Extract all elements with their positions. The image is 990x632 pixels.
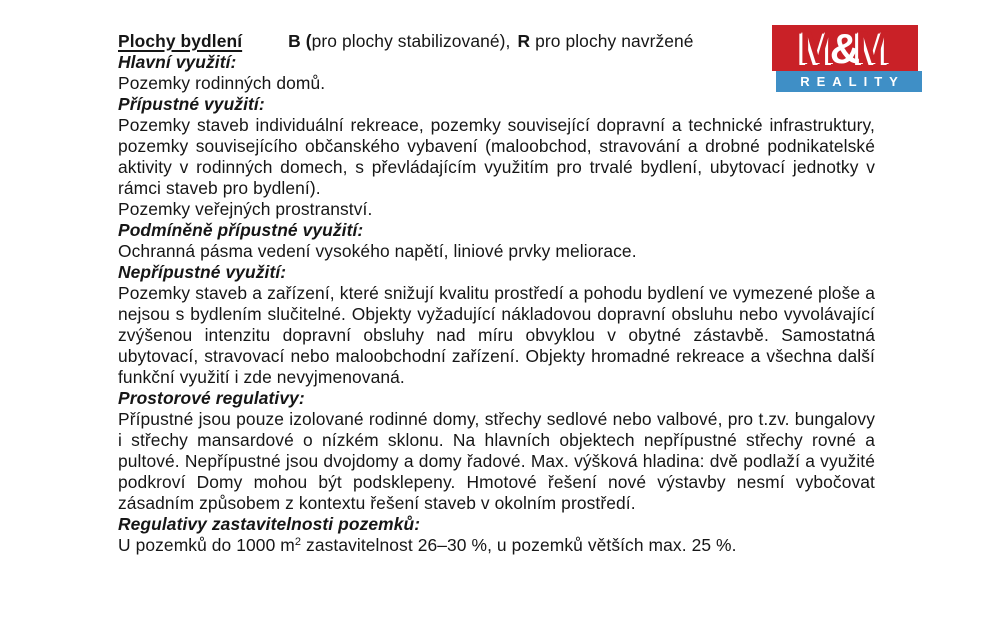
zone-code-b: B ( bbox=[288, 31, 312, 51]
logo-mm-mark bbox=[772, 25, 918, 71]
logo-letter-m-right: M bbox=[855, 25, 891, 71]
paragraph-podminene-pripustne: Ochranná pásma vedení vysokého napětí, liniové prvky meliorace. bbox=[118, 241, 637, 261]
document-content bbox=[118, 31, 875, 556]
paragraph-prostorove-regulativy: Přípustné jsou pouze izolované rodinné domy, střechy sedlové nebo valbové, pro t.zv. bungalovy i střechy mansardové o nízkém sklonu. Na hlavních objektech nepřípustné střechy rovné a pultové. Nepřípustné jsou dvojdomy a domy řadové. Max. výšková hladina: dvě podlaží a využité podkroví Domy mohou být podsklepeny. Hmotové řešení nové výstavby nesmí vybočovat zásadním způsobem z kontextu řešení staveb v okolním prostředí. bbox=[118, 409, 875, 513]
paragraph-verejna-prostranstvi: Pozemky veřejných prostranství. bbox=[118, 199, 373, 219]
paragraph-pripustne-vyuziti: Pozemky staveb individuální rekreace, pozemky související dopravní a technické infrastruktury, pozemky souvisejícího občanského vybavení (maloobchod, stravování a drobné podnikatelské aktivity v rodinných domech, s převládajícím využitím pro trvalé bydlení, ubytovací jednotky v rámci staveb pro bydlení). bbox=[118, 115, 875, 198]
section-heading-hlavni-vyuziti: Hlavní využití: bbox=[118, 52, 237, 72]
logo-letter-m-left: M bbox=[799, 25, 835, 71]
paragraph-zastavitelnost bbox=[118, 535, 875, 556]
zone-code-r: R bbox=[517, 31, 531, 51]
zone-title: Plochy bydlení bbox=[118, 31, 243, 51]
zone-code-b-desc: pro plochy stabilizované), bbox=[311, 31, 511, 51]
document-title-line bbox=[118, 31, 875, 52]
section-heading-prostorove-regulativy: Prostorové regulativy: bbox=[118, 388, 305, 408]
zastavitelnost-suffix: zastavitelnost 26–30 %, u pozemků větších max. 25 %. bbox=[301, 535, 737, 555]
square-meter-superscript: 2 bbox=[294, 536, 302, 548]
section-heading-podminene-pripustne: Podmíněně přípustné využití: bbox=[118, 220, 364, 240]
logo-mm-text bbox=[799, 26, 890, 71]
logo-ampersand: & bbox=[829, 25, 861, 71]
section-heading-nepripustne-vyuziti: Nepřípustné využití: bbox=[118, 262, 287, 282]
mm-reality-logo bbox=[772, 25, 922, 92]
paragraph-nepripustne-vyuziti: Pozemky staveb a zařízení, které snižují kvalitu prostředí a pohodu bydlení ve vymezené ploše a nejsou s bydlením slučitelné. Objekty vyžadující nákladovou dopravní obsluhu nebo vyvolávající zvýšenou intenzitu dopravní obsluhy nad míru obvyklou v obytné zástavbě. Samostatná ubytovací, stravovací nebo maloobchodní zařízení. Objekty hromadné rekreace a všechna další funkční využití i zde nevyjmenovaná. bbox=[118, 283, 875, 387]
zastavitelnost-prefix: U pozemků do 1000 m bbox=[118, 535, 295, 555]
logo-reality-bar: REALITY bbox=[776, 71, 922, 92]
paragraph-hlavni-vyuziti: Pozemky rodinných domů. bbox=[118, 73, 326, 93]
section-heading-regulativy-zastavitelnosti: Regulativy zastavitelnosti pozemků: bbox=[118, 514, 421, 534]
section-heading-pripustne-vyuziti: Přípustné využití: bbox=[118, 94, 265, 114]
zone-code-r-desc: pro plochy navržené bbox=[530, 31, 694, 51]
